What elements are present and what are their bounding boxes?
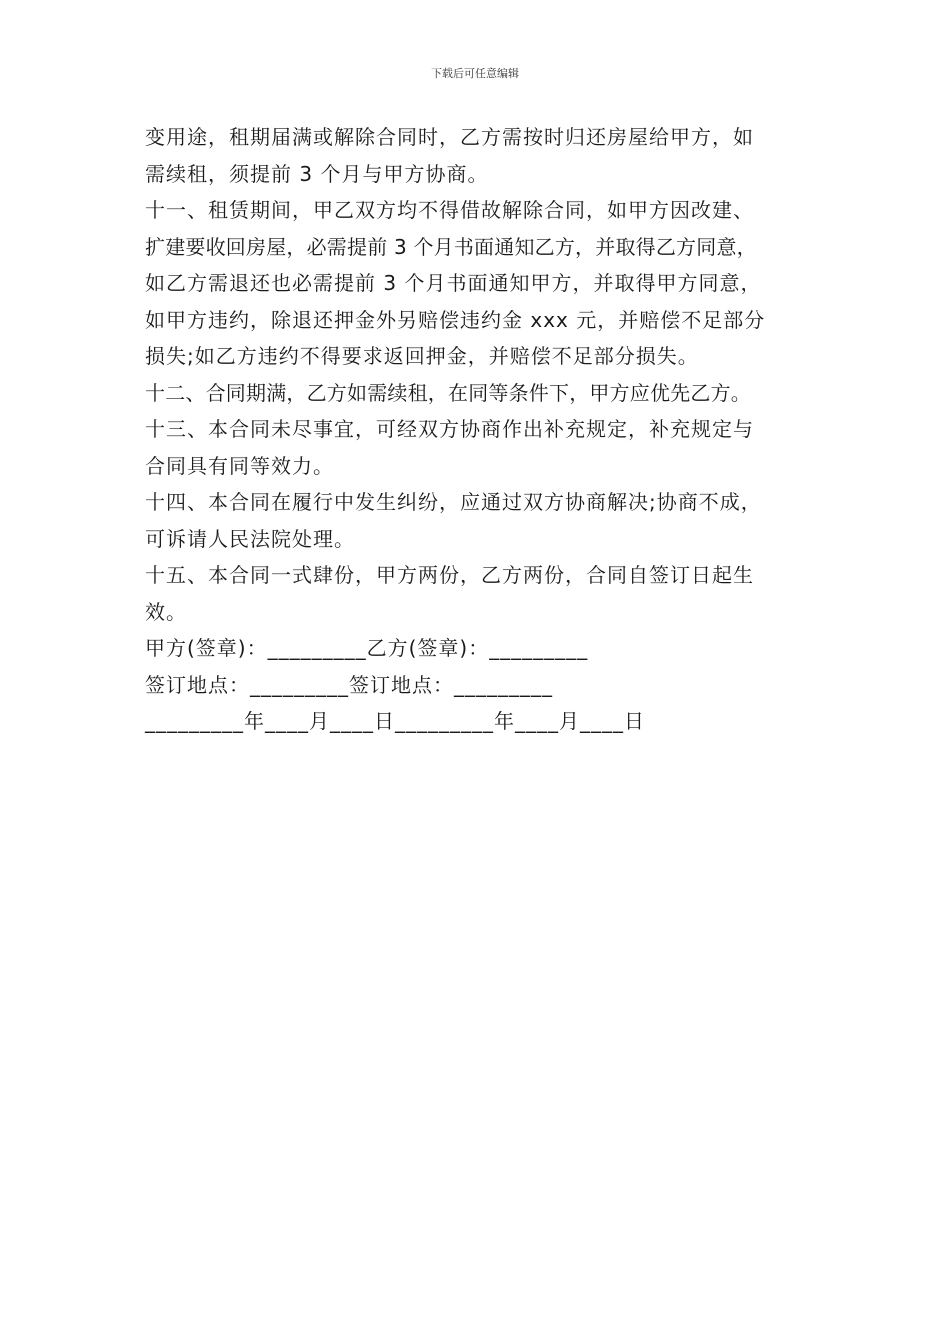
clause-15-line: 十五、本合同一式肆份，甲方两份，乙方两份，合同自签订日起生 — [145, 563, 754, 587]
clause-13-line: 十三、本合同未尽事宜，可经双方协商作出补充规定，补充规定与 — [145, 417, 754, 441]
text-line: 如乙方需退还也必需提前 3 个月书面通知甲方，并取得甲方同意， — [145, 271, 762, 295]
clause-12-line: 十二、合同期满，乙方如需续租，在同等条件下，甲方应优先乙方。 — [145, 380, 751, 405]
text-line: 如甲方违约，除退还押金外另赔偿违约金 xxx 元，并赔偿不足部分 — [145, 307, 766, 332]
text-line: 扩建要收回房屋，必需提前 3 个月书面通知乙方，并取得乙方同意， — [145, 234, 757, 259]
page-header: 下载后可任意编辑 — [431, 67, 519, 80]
clause-11-line: 十一、租赁期间，甲乙双方均不得借故解除合同，如甲方因改建、 — [145, 198, 754, 222]
text-line: 损失;如乙方违约不得要求返回押金，并赔偿不足部分损失。 — [145, 344, 699, 368]
text-line: 合同具有同等效力。 — [145, 453, 334, 478]
signing-place-line: 签订地点：_________签订地点：_________ — [145, 672, 553, 697]
text-line: 需续租，须提前 3 个月与甲方协商。 — [145, 161, 489, 186]
clause-14-line: 十四、本合同在履行中发生纠纷，应通过双方协商解决;协商不成， — [145, 490, 762, 514]
signature-line: 甲方(签章)：_________乙方(签章)：_________ — [145, 636, 589, 660]
text-line: 可诉请人民法院处理。 — [145, 526, 355, 551]
text-line: 变用途，租期届满或解除合同时，乙方需按时归还房屋给甲方，如 — [145, 125, 754, 149]
date-line: _________年____月____日_________年____月____日 — [145, 709, 645, 733]
contract-body — [145, 119, 825, 740]
text-line: 效。 — [145, 599, 187, 624]
